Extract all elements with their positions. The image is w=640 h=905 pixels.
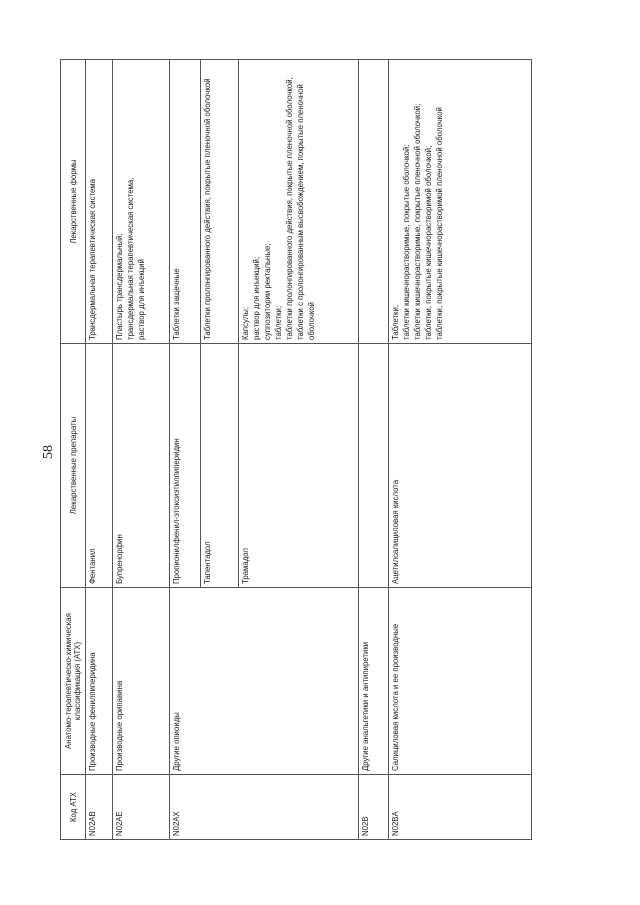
form-line: Пластырь трансдермальный; xyxy=(115,233,124,340)
form-line: Трансдермальная терапевтическая система xyxy=(88,179,97,340)
form-line: Таблетки пролонгированного действия, покрытые пленочной оболочкой xyxy=(203,78,212,340)
form-line: таблетки; xyxy=(274,305,283,340)
form-line: таблетки, покрытые кишечнорастворимой оболочкой; xyxy=(424,145,433,340)
table-row xyxy=(113,60,170,840)
form-line: раствор для инъекций; xyxy=(252,256,261,340)
form-line: суппозитории ректальные; xyxy=(263,243,272,340)
atc-table xyxy=(60,59,532,840)
cell-classification: Производные фенилпиперидина xyxy=(86,588,113,775)
form-line: таблетки кишечнорастворимые, покрытые оболочкой; xyxy=(402,144,411,340)
form-line: Капсулы; xyxy=(241,306,250,340)
header-forms: Лекарственные формы xyxy=(61,60,86,344)
header-drugs: Лекарственные препараты xyxy=(61,344,86,588)
table-row xyxy=(170,60,201,840)
table-row xyxy=(389,60,532,840)
form-line: трансдермальная терапевтическая система, xyxy=(126,177,135,340)
cell-drug: Трамадол xyxy=(239,344,359,588)
cell-drug: Тапентадол xyxy=(201,344,239,588)
cell-code: N02BA xyxy=(389,775,532,840)
header-code: Код ATX xyxy=(61,775,86,840)
form-line: раствор для инъекций xyxy=(137,259,146,340)
cell-code: N02B xyxy=(359,775,389,840)
cell-forms xyxy=(389,60,532,344)
form-line: таблетки, покрытые кишечнорастворимой пленочной оболочкой xyxy=(435,107,444,340)
cell-classification: Другие анальгетики и антипиретики xyxy=(359,588,389,775)
cell-drug xyxy=(359,344,389,588)
cell-drug: Пропионилфенил-этоксиэтилпиперидин xyxy=(170,344,201,588)
form-line: Таблетки; xyxy=(391,305,400,340)
cell-forms xyxy=(113,60,170,344)
cell-classification: Салициловая кислота и ее производные xyxy=(389,588,532,775)
cell-classification: Другие опиоиды xyxy=(170,588,359,775)
cell-classification: Производные орипавина xyxy=(113,588,170,775)
table-row xyxy=(86,60,113,840)
cell-forms xyxy=(86,60,113,344)
form-line: таблетки пролонгированного действия, покрытые пленочной оболочкой; xyxy=(285,77,294,340)
form-line: таблетки кишечнорастворимые, покрытые пленочной оболочкой; xyxy=(413,103,422,340)
form-line: таблетки с пролонгированным высвобождением, покрытые пленочной оболочкой xyxy=(296,84,316,340)
header-classification: Анатомо-терапевтическо-химическая классификация (АТХ) xyxy=(61,588,86,775)
cell-code: N02AB xyxy=(86,775,113,840)
form-line: Таблетки защечные xyxy=(172,268,181,340)
table-row xyxy=(359,60,389,840)
table-header-row xyxy=(61,60,86,840)
cell-forms xyxy=(170,60,201,344)
page-number: 58 xyxy=(41,445,56,459)
cell-drug: Фентанил xyxy=(86,344,113,588)
cell-forms xyxy=(239,60,359,344)
cell-forms xyxy=(359,60,389,344)
cell-drug: Бупренорфин xyxy=(113,344,170,588)
cell-code: N02AE xyxy=(113,775,170,840)
cell-code: N02AX xyxy=(170,775,359,840)
cell-forms xyxy=(201,60,239,344)
cell-drug: Ацетилсалициловая кислота xyxy=(389,344,532,588)
rotated-table-container xyxy=(60,60,531,840)
